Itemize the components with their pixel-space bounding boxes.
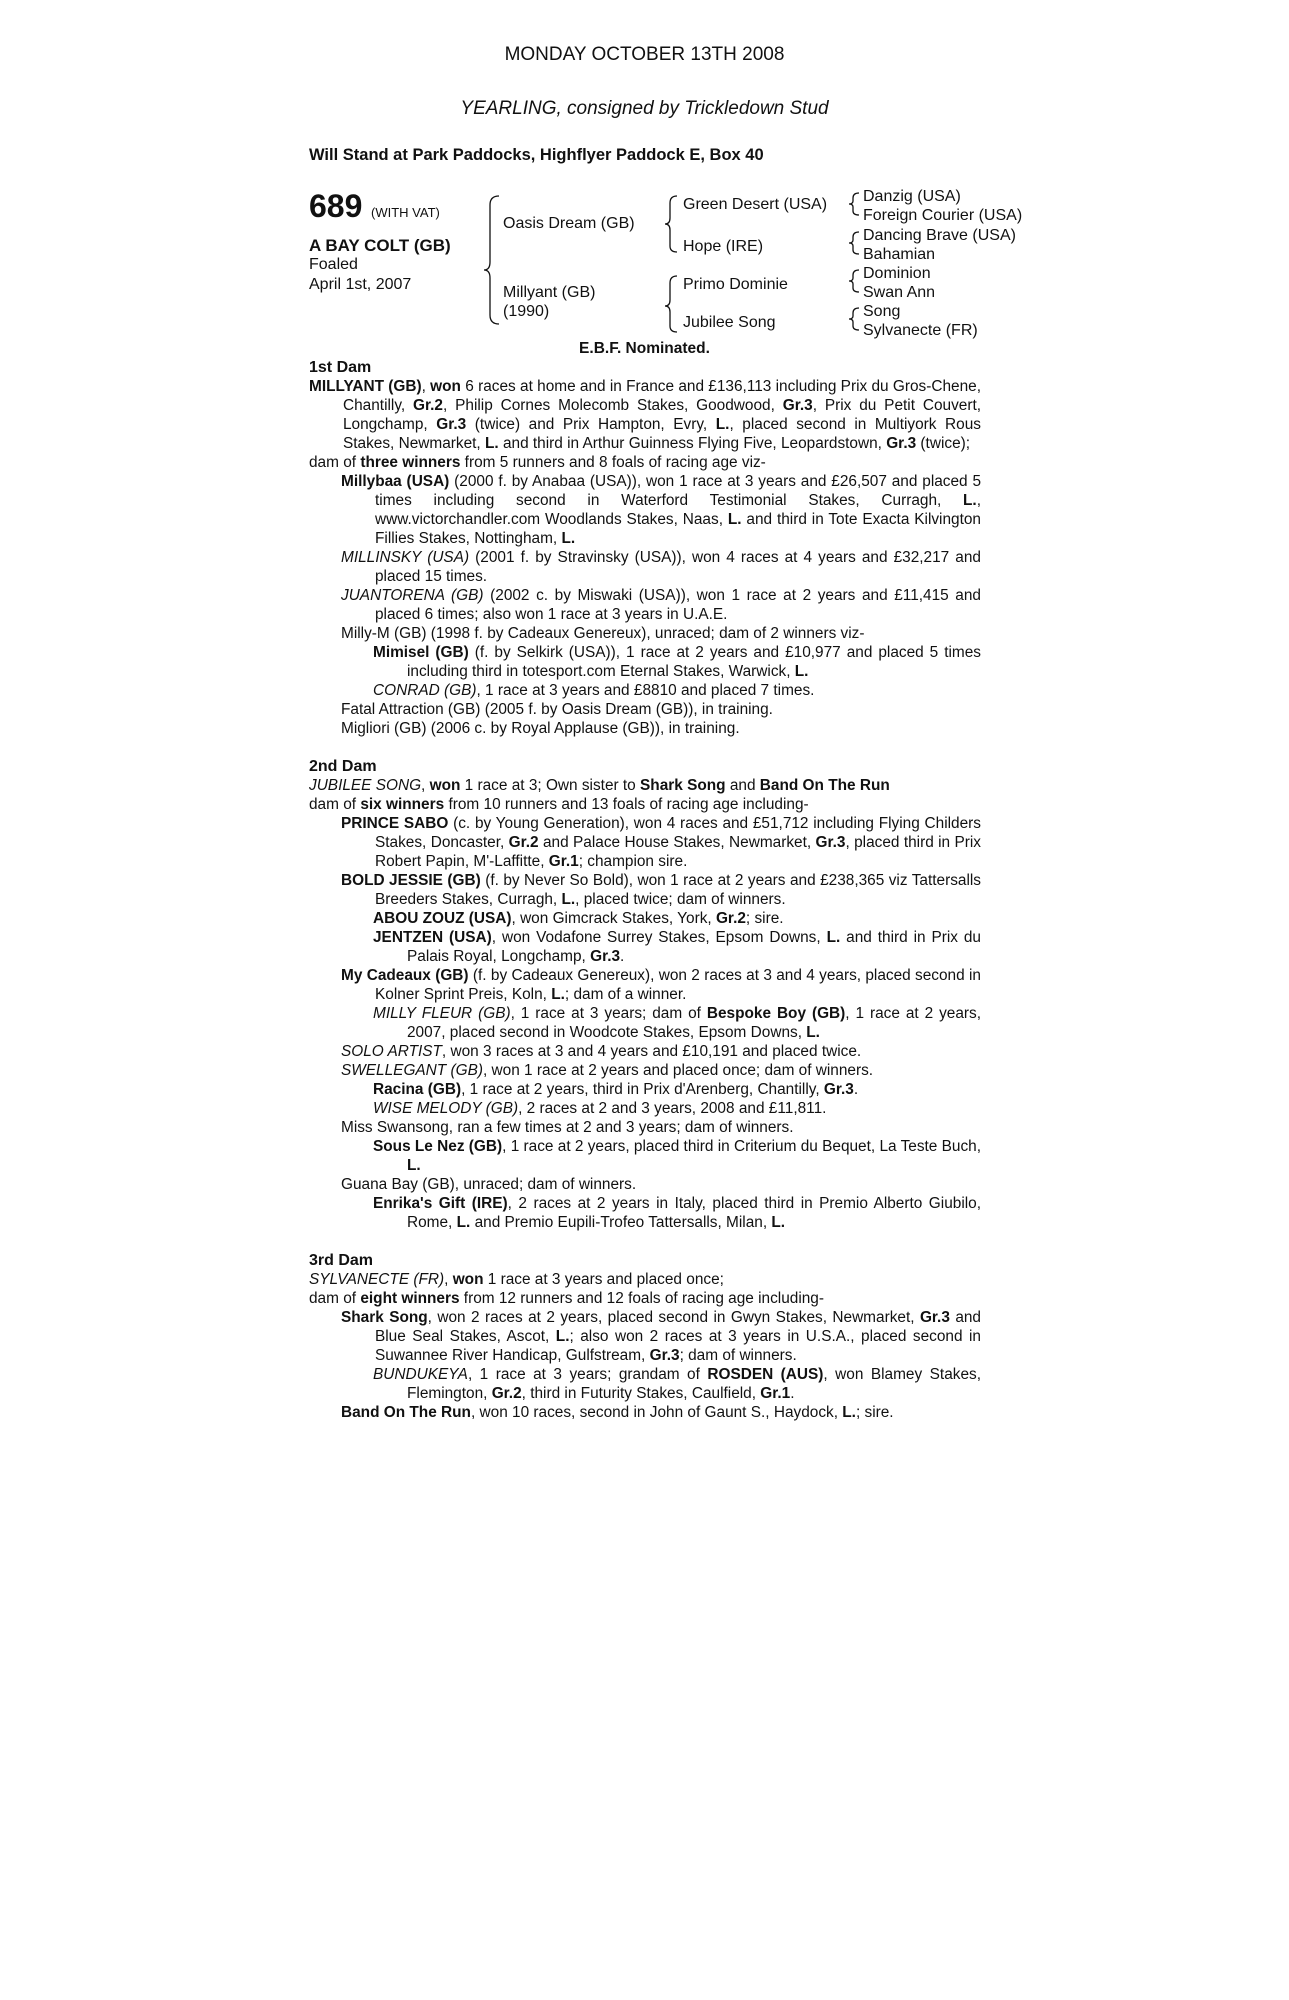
bracket-g4 — [849, 308, 859, 330]
text: (f. by Selkirk (USA)), 1 race at 2 years and £10,977 and placed 5 times including third in totesport.com Eternal Stakes, Warwick, — [407, 644, 981, 680]
bold-text: L. — [407, 1157, 421, 1174]
italic-text: MILLY FLEUR (GB) — [373, 1005, 511, 1022]
record-entry — [309, 1194, 981, 1232]
section-heading: 1st Dam — [309, 359, 372, 376]
bracket-sire — [665, 196, 677, 252]
pedigree-g2: Foreign Courier (USA) — [863, 207, 1023, 224]
bold-text: Gr.3 — [436, 416, 467, 433]
produce-record — [309, 358, 981, 1422]
pedigree-dam-dam: Jubilee Song — [683, 314, 776, 331]
text: and third in Tote Exacta Kilvington Fillies Stakes, Nottingham, — [375, 511, 981, 547]
record-entry — [309, 624, 981, 643]
italic-text: JUANTORENA (GB) — [341, 587, 484, 604]
text: , — [421, 777, 430, 794]
horse-name: A BAY COLT (GB) — [309, 236, 451, 255]
bold-text: Band On The Run — [759, 777, 890, 794]
text: dam of — [309, 454, 361, 471]
bold-text: ROSDEN (AUS) — [707, 1366, 824, 1383]
record-entry — [309, 453, 981, 472]
text: , 1 race at 3 years; grandam of — [467, 1366, 708, 1383]
text: ; sire. — [855, 1404, 894, 1421]
bracket-dam — [665, 276, 677, 332]
text: Miss Swansong, ran a few times at 2 and 3 years; dam of winners. — [341, 1119, 794, 1136]
record-entry — [309, 1099, 981, 1118]
record-entry — [309, 700, 981, 719]
bold-text: Band On The Run — [341, 1404, 471, 1421]
record-entry — [309, 909, 981, 928]
italic-text: SWELLEGANT (GB) — [341, 1062, 483, 1079]
bold-text: eight winners — [360, 1290, 460, 1307]
record-entry — [309, 1004, 981, 1042]
record-entry — [309, 814, 981, 871]
text: , 1 race at 2 years, third in Prix d'Arenberg, Chantilly, — [461, 1081, 824, 1098]
foaled-label: Foaled — [309, 256, 358, 273]
pedigree-g3: Dancing Brave (USA) — [863, 227, 1016, 244]
bold-text: JENTZEN (USA) — [373, 929, 492, 946]
text: , 1 race at 3 years; dam of — [510, 1005, 707, 1022]
pedigree-g4: Bahamian — [863, 246, 936, 263]
pedigree-sire: Oasis Dream (GB) — [503, 215, 635, 232]
italic-text: JUBILEE SONG — [309, 777, 422, 794]
bold-text: L. — [826, 929, 841, 946]
text: , won 10 races, second in John of Gaunt S., Haydock, — [470, 1404, 843, 1421]
bold-text: Gr.2 — [508, 834, 539, 851]
italic-text: MILLINSKY (USA) — [341, 549, 470, 566]
text: and third in Prix du Palais Royal, Longchamp, — [407, 929, 981, 965]
bold-text: Bespoke Boy (GB) — [706, 1005, 846, 1022]
text: , — [421, 378, 431, 395]
text: (twice); — [916, 435, 971, 452]
text: , third in Futurity Stakes, Caulfield, — [521, 1385, 761, 1402]
record-entry — [309, 1365, 981, 1403]
italic-text: CONRAD (GB) — [373, 682, 477, 699]
text: . — [790, 1385, 795, 1402]
section-heading: 3rd Dam — [309, 1252, 374, 1269]
pedigree-sire-sire: Green Desert (USA) — [683, 196, 828, 213]
text: (2002 c. by Miswaki (USA)), won 1 race at 2 years and £11,415 and placed 6 times; also won 1 race at 3 years in U.A.E. — [375, 587, 981, 623]
text: , Philip Cornes Molecomb Stakes, Goodwood, — [442, 397, 783, 414]
sale-date: MONDAY OCTOBER 13TH 2008 — [504, 44, 785, 65]
text: and Premio Eupili-Trofeo Tattersalls, Milan, — [470, 1214, 772, 1231]
bold-text: L. — [561, 530, 576, 547]
record-entry — [309, 643, 981, 681]
record-entry — [309, 681, 981, 700]
bold-text: L. — [456, 1214, 471, 1231]
pedigree-g8: Sylvanecte (FR) — [863, 322, 978, 339]
record-entry — [309, 1403, 981, 1422]
bracket-g3 — [849, 270, 859, 292]
record-entry — [309, 548, 981, 586]
record-entry — [309, 1042, 981, 1061]
italic-text: BUNDUKEYA — [373, 1366, 468, 1383]
record-entry — [309, 1061, 981, 1080]
italic-text: SYLVANECTE (FR) — [309, 1271, 445, 1288]
bold-text: L. — [555, 1328, 570, 1345]
section-heading: 2nd Dam — [309, 758, 377, 775]
record-entry — [309, 719, 981, 738]
text: from 5 runners and 8 foals of racing age viz- — [460, 454, 766, 471]
bold-text: L. — [771, 1214, 786, 1231]
foaled-date: April 1st, 2007 — [309, 276, 412, 293]
text: , won 2 races at 2 years, placed second in Gwyn Stakes, Newmarket, — [427, 1309, 920, 1326]
text: , won Blamey Stakes, Flemington, — [407, 1366, 981, 1402]
text: (2001 f. by Stravinsky (USA)), won 4 races at 4 years and £32,217 and placed 15 times. — [375, 549, 981, 585]
text: , placed twice; dam of winners. — [575, 891, 786, 908]
record-entry — [309, 776, 981, 795]
bold-text: Gr.3 — [823, 1081, 854, 1098]
bold-text: Millybaa (USA) — [341, 473, 450, 490]
bold-text: six winners — [360, 796, 445, 813]
record-entry — [309, 1118, 981, 1137]
pedigree-dam-sire: Primo Dominie — [683, 276, 788, 293]
bold-text: Gr.1 — [760, 1385, 791, 1402]
text: dam of — [309, 1290, 361, 1307]
text: 1 race at 3; Own sister to — [460, 777, 641, 794]
bold-text: won — [429, 777, 461, 794]
bold-text: L. — [842, 1404, 856, 1421]
text: and Palace House Stakes, Newmarket, — [538, 834, 816, 851]
bold-text: Gr.3 — [649, 1347, 680, 1364]
text: , won 1 race at 2 years and placed once; dam of winners. — [482, 1062, 874, 1079]
text: ; champion sire. — [578, 853, 688, 870]
record-entry — [309, 1175, 981, 1194]
text: 6 races at home and in France and £136,113 including Prix du Gros-Chene, Chantilly, — [343, 378, 981, 414]
text: ; also won 2 races at 3 years in U.S.A., placed second in Suwannee River Handicap, Gulfstream, — [375, 1328, 981, 1364]
text: (f. by Never So Bold), won 1 race at 2 years and £238,365 viz Tattersalls Breeders Stakes, Curragh, — [375, 872, 981, 908]
bold-text: Gr.1 — [548, 853, 579, 870]
bold-text: MILLYANT (GB) — [309, 378, 422, 395]
record-entry — [309, 928, 981, 966]
text: . — [620, 948, 625, 965]
text: , 1 race at 3 years and £8810 and placed 7 times. — [476, 682, 815, 699]
pedigree-g5: Dominion — [863, 265, 931, 282]
text: , won Vodafone Surrey Stakes, Epsom Downs, — [491, 929, 827, 946]
text: , 1 race at 2 years, placed third in Criterium du Bequet, La Teste Buch, — [502, 1138, 981, 1155]
lot-type: YEARLING, consigned by Trickledown Stud — [460, 98, 829, 119]
bold-text: BOLD JESSIE (GB) — [341, 872, 481, 889]
pedigree-dam-year: (1990) — [503, 303, 550, 320]
bold-text: Gr.3 — [886, 435, 917, 452]
text: , 1 race at 2 years, 2007, placed second in Woodcote Stakes, Epsom Downs, — [407, 1005, 981, 1041]
text: from 12 runners and 12 foals of racing age including- — [459, 1290, 824, 1307]
text: (f. by Cadeaux Genereux), won 2 races at 3 and 4 years, placed second in Kolner Sprint Preis, Koln, — [375, 967, 981, 1003]
bold-text: L. — [806, 1024, 820, 1041]
text: (twice) and Prix Hampton, Evry, — [466, 416, 716, 433]
text: from 10 runners and 13 foals of racing age including- — [444, 796, 809, 813]
text: and — [725, 777, 760, 794]
pedigree-dam: Millyant (GB) — [503, 284, 596, 301]
bold-text: L. — [727, 511, 742, 528]
bracket-g2 — [849, 232, 859, 254]
pedigree-g6: Swan Ann — [863, 284, 936, 301]
bold-text: won — [452, 1271, 484, 1288]
text: , placed second in Multiyork Rous Stakes, Newmarket, — [343, 416, 981, 452]
bold-text: Enrika's Gift (IRE) — [373, 1195, 508, 1212]
bold-text: L. — [484, 435, 499, 452]
text: ; dam of winners. — [679, 1347, 797, 1364]
text: , won Gimcrack Stakes, York, — [511, 910, 716, 927]
bold-text: My Cadeaux (GB) — [341, 967, 469, 984]
bold-text: PRINCE SABO — [341, 815, 449, 832]
text: , won 3 races at 3 and 4 years and £10,191 and placed twice. — [441, 1043, 862, 1060]
record-entry — [309, 586, 981, 624]
bold-text: Mimisel (GB) — [373, 644, 469, 661]
text: 1 race at 3 years and placed once; — [483, 1271, 724, 1288]
text: (c. by Young Generation), won 4 races and £51,712 including Flying Childers Stakes, Doncaster, — [375, 815, 981, 851]
text: , — [444, 1271, 453, 1288]
bold-text: L. — [551, 986, 565, 1003]
record-entry — [309, 1289, 981, 1308]
lot-number: 689 — [309, 188, 363, 224]
text: (2000 f. by Anabaa (USA)), won 1 race at 3 years and £26,507 and placed 5 times including second in Waterford Testimonial Stakes, Curragh, — [375, 473, 982, 509]
bold-text: won — [430, 378, 461, 395]
bold-text: Gr.3 — [815, 834, 846, 851]
record-entry — [309, 1137, 981, 1175]
text: Fatal Attraction (GB) (2005 f. by Oasis Dream (GB)), in training. — [341, 701, 773, 718]
italic-text: SOLO ARTIST — [341, 1043, 442, 1060]
record-entry — [309, 966, 981, 1004]
text: Migliori (GB) (2006 c. by Royal Applause (GB)), in training. — [341, 720, 740, 737]
vat-note: (WITH VAT) — [371, 205, 440, 220]
pedigree-sire-dam: Hope (IRE) — [683, 238, 764, 255]
bold-text: Racina (GB) — [373, 1081, 462, 1098]
bold-text: Gr.2 — [413, 397, 443, 414]
text: , 2 races at 2 and 3 years, 2008 and £11,811. — [518, 1100, 827, 1117]
record-entry — [309, 1080, 981, 1099]
italic-text: WISE MELODY (GB) — [373, 1100, 519, 1117]
ebf-nominated: E.B.F. Nominated. — [579, 340, 710, 357]
text: , placed third in Prix Robert Papin, M'-Laffitte, — [375, 834, 981, 870]
pedigree-g7: Song — [863, 303, 901, 320]
bold-text: Gr.3 — [919, 1309, 950, 1326]
text: Milly-M (GB) (1998 f. by Cadeaux Genereux), unraced; dam of 2 winners viz- — [341, 625, 865, 642]
bold-text: Gr.2 — [715, 910, 746, 927]
text: ; sire. — [745, 910, 784, 927]
record-entry — [309, 377, 981, 453]
section-spacer — [309, 738, 981, 757]
record-entry — [309, 1270, 981, 1289]
text: ; dam of a winner. — [564, 986, 687, 1003]
bold-text: L. — [963, 492, 977, 509]
bold-text: L. — [715, 416, 730, 433]
record-entry — [309, 472, 981, 548]
text: and Blue Seal Stakes, Ascot, — [375, 1309, 981, 1345]
text: , www.victorchandler.com Woodlands Stakes, Naas, — [375, 492, 981, 528]
record-entry — [309, 1308, 981, 1365]
bold-text: three winners — [360, 454, 461, 471]
text: , Prix du Petit Couvert, Longchamp, — [343, 397, 982, 433]
bracket-g1 — [849, 193, 859, 215]
bold-text: L. — [561, 891, 576, 908]
bold-text: ABOU ZOUZ (USA) — [373, 910, 512, 927]
text: and third in Arthur Guinness Flying Five, Leopardstown, — [498, 435, 887, 452]
bold-text: Shark Song — [341, 1309, 428, 1326]
bold-text: Shark Song — [640, 777, 726, 794]
bold-text: Gr.3 — [590, 948, 621, 965]
bold-text: Gr.3 — [782, 397, 813, 414]
text: . — [853, 1081, 859, 1098]
text: dam of — [309, 796, 361, 813]
bold-text: Gr.2 — [491, 1385, 522, 1402]
bracket-main — [484, 196, 499, 324]
record-entry — [309, 795, 981, 814]
stand-location: Will Stand at Park Paddocks, Highflyer Paddock E, Box 40 — [309, 146, 764, 164]
bold-text: L. — [794, 663, 809, 680]
pedigree-g1: Danzig (USA) — [863, 188, 961, 205]
bold-text: Sous Le Nez (GB) — [373, 1138, 503, 1155]
section-spacer — [309, 1232, 981, 1251]
text: Guana Bay (GB), unraced; dam of winners. — [341, 1176, 637, 1193]
text: , 2 races at 2 years in Italy, placed third in Premio Alberto Giubilo, Rome, — [407, 1195, 981, 1231]
record-entry — [309, 871, 981, 909]
